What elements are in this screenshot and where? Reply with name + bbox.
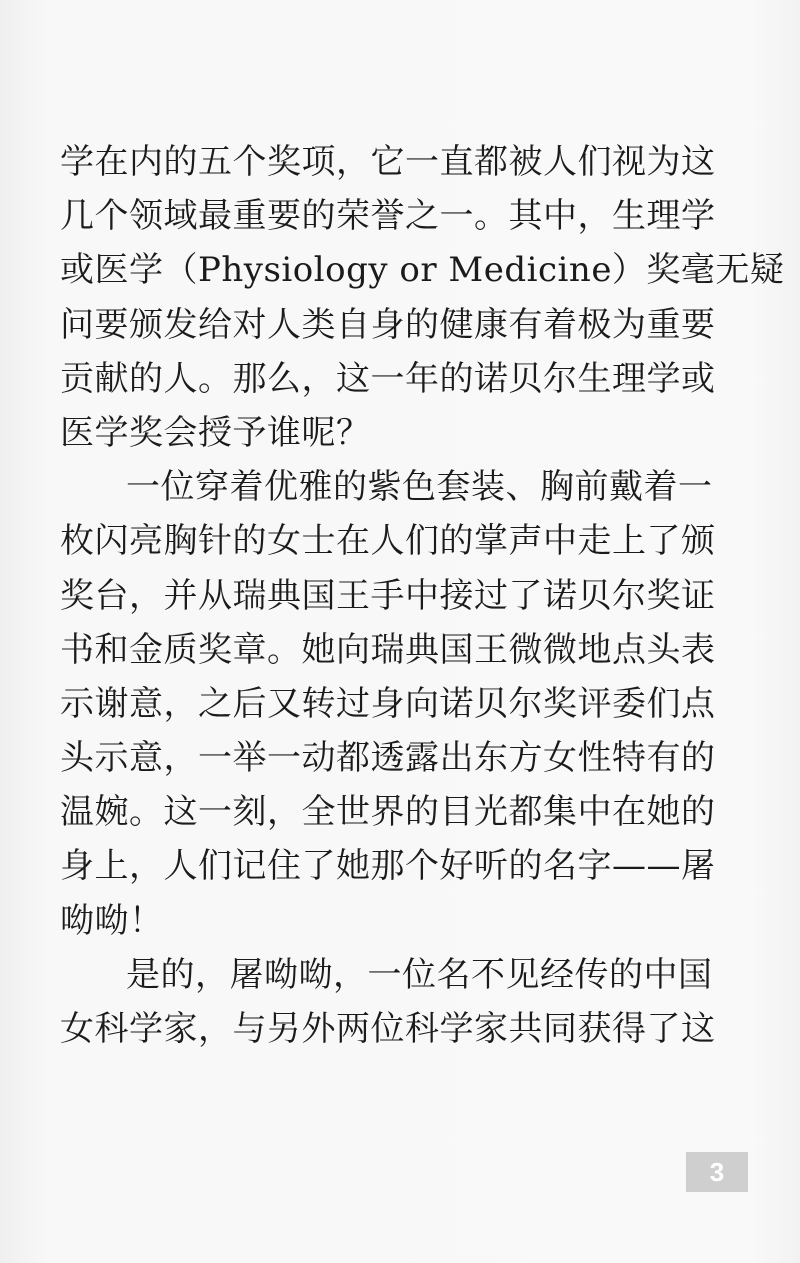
text-line-2: 几个领域最重要的荣誉之一。其中，生理学: [60, 196, 716, 237]
text-line-14: 身上，人们记住了她那个好听的名字——屠: [60, 846, 716, 887]
paragraph-start-line-7: 一位穿着优雅的紫色套装、胸前戴着一: [126, 467, 713, 508]
paragraph-start-line-16: 是的，屠呦呦，一位名不见经传的中国: [126, 954, 713, 995]
body-text: [60, 135, 785, 1056]
text-line-10: 书和金质奖章。她向瑞典国王微微地点头表: [60, 629, 716, 670]
text-line-8: 枚闪亮胸针的女士在人们的掌声中走上了颁: [60, 521, 716, 562]
text-line-5: 贡献的人。那么，这一年的诺贝尔生理学或: [60, 358, 716, 399]
text-line-15: 呦呦！: [60, 900, 164, 941]
text-line-13: 温婉。这一刻，全世界的目光都集中在她的: [60, 792, 716, 833]
text-line-6: 医学奖会授予谁呢？: [60, 412, 371, 453]
page-number-badge: 3: [686, 1152, 748, 1192]
text-line-3: 或医学（Physiology or Medicine）奖毫无疑: [60, 250, 785, 291]
text-line-1: 学在内的五个奖项，它一直都被人们视为这: [60, 142, 716, 182]
text-line-12: 头示意，一举一动都透露出东方女性特有的: [60, 738, 716, 779]
text-line-4: 问要颁发给对人类自身的健康有着极为重要: [60, 304, 716, 345]
text-line-11: 示谢意，之后又转过身向诺贝尔奖评委们点: [60, 683, 716, 724]
text-line-17: 女科学家，与另外两位科学家共同获得了这: [60, 1009, 716, 1049]
text-line-9: 奖台，并从瑞典国王手中接过了诺贝尔奖证: [60, 575, 716, 616]
